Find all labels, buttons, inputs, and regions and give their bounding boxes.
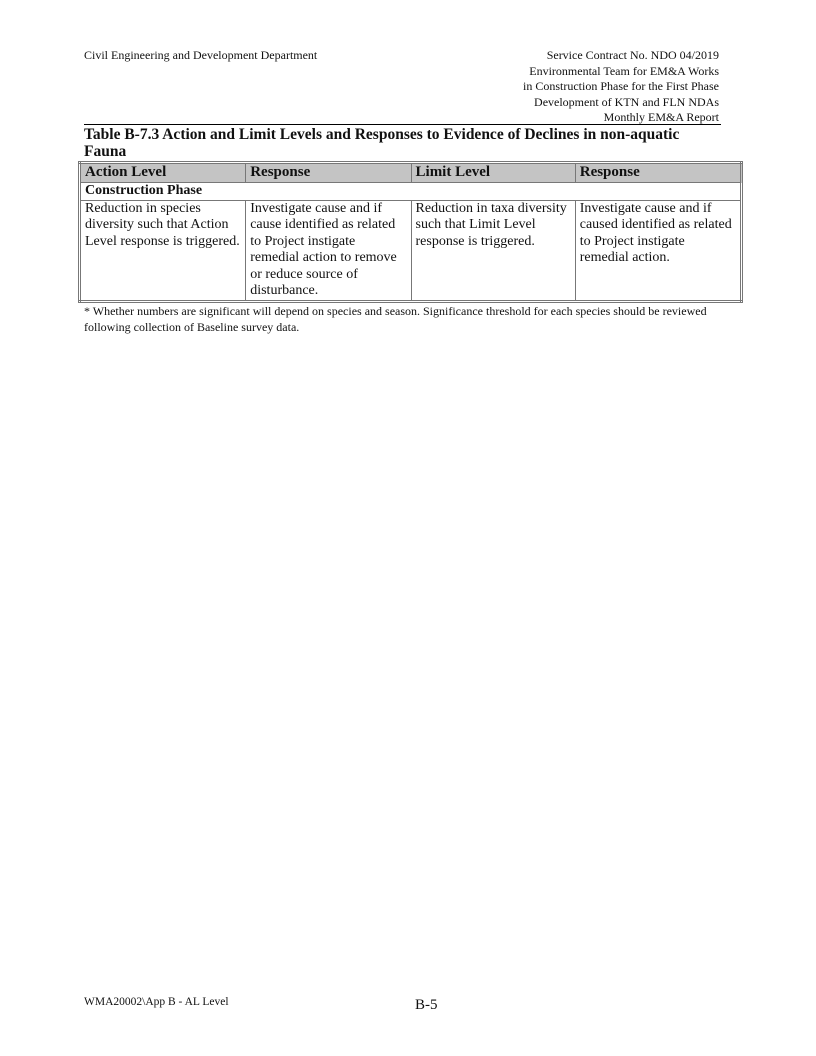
header-line: Service Contract No. NDO 04/2019 <box>546 48 719 62</box>
table-row <box>80 200 742 301</box>
phase-row <box>80 183 742 201</box>
column-header: Limit Level <box>411 163 575 183</box>
table-footnote: * Whether numbers are significant will depend on species and season. Significance threshold for each species should be reviewed following collection of Baseline survey data. <box>84 304 707 334</box>
column-header: Action Level <box>80 163 246 183</box>
action-limit-table <box>78 161 743 303</box>
table-title: Table B-7.3 Action and Limit Levels and Responses to Evidence of Declines in non-aquatic Fauna <box>84 126 680 160</box>
header-rule <box>84 124 721 125</box>
table-cell: Investigate cause and if cause identified as related to Project instigate remedial action to remove or reduce source of disturbance. <box>246 200 411 301</box>
header-line: Environmental Team for EM&A Works <box>529 63 719 78</box>
header-line: Monthly EM&A Report <box>603 110 719 124</box>
table-cell: Reduction in species diversity such that Action Level response is triggered. <box>80 200 246 301</box>
table-cell: Reduction in taxa diversity such that Limit Level response is triggered. <box>411 200 575 301</box>
header-line: Development of KTN and FLN NDAs <box>534 94 719 109</box>
header-line: in Construction Phase for the First Phase <box>523 79 719 93</box>
column-header: Response <box>246 163 411 183</box>
footer-file-ref: WMA20002\App B - AL Level <box>84 996 229 1008</box>
header-department: Civil Engineering and Development Department <box>84 48 318 62</box>
phase-label: Construction Phase <box>80 183 742 201</box>
column-header: Response <box>575 163 741 183</box>
table-header-row <box>80 163 742 183</box>
header-contract-info <box>523 48 719 126</box>
page-number: B-5 <box>415 997 438 1013</box>
table-cell: Investigate cause and if caused identified as related to Project instigate remedial action. <box>575 200 741 301</box>
